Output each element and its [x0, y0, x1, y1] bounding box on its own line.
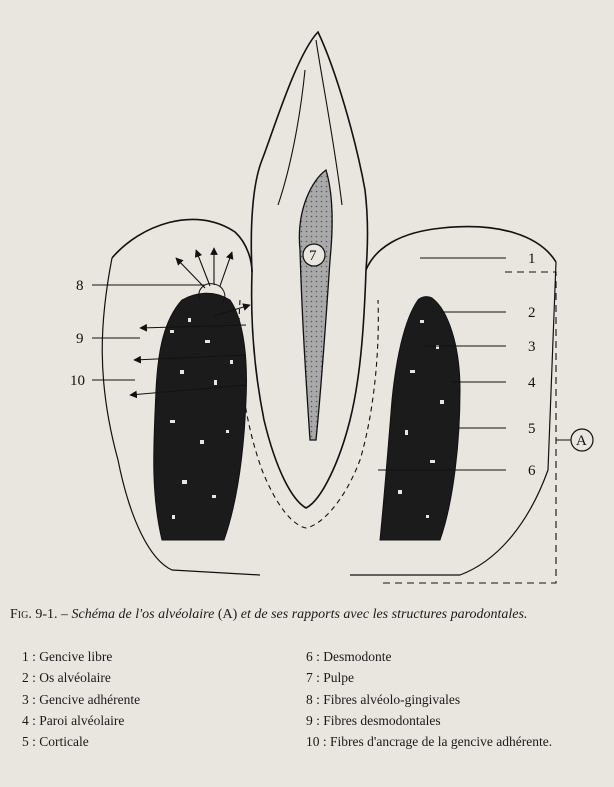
legend-number: 10 :	[306, 734, 327, 750]
legend-number: 4 :	[22, 712, 36, 728]
caption-text-after: et de ses rapports avec les structures parodontales.	[240, 607, 528, 622]
legend-label: Fibres desmodontales	[323, 712, 441, 728]
legend-number: 3 :	[22, 691, 36, 707]
callout-4: 4	[528, 375, 536, 391]
callout-1: 1	[528, 251, 536, 267]
legend-label: Gencive adhérente	[39, 691, 141, 707]
legend-number: 9 :	[306, 712, 320, 728]
legend-label: Fibres alvéolo-gingivales	[323, 691, 461, 707]
callout-6: 6	[528, 463, 536, 479]
caption-marker: (A)	[217, 607, 238, 622]
legend-item	[306, 646, 552, 667]
legend-column-right	[306, 646, 552, 752]
legend-item	[306, 731, 552, 752]
legend-number: 1 :	[22, 649, 36, 664]
region-a-label: A	[576, 433, 587, 449]
callout-3: 3	[528, 339, 536, 355]
legend-label: Desmodonte	[323, 649, 392, 664]
alveolar-bone-left	[154, 293, 247, 540]
figure-label: Fig. 9-1. –	[10, 607, 68, 622]
legend-item	[22, 731, 140, 752]
legend-item	[22, 710, 140, 731]
legend-item	[22, 667, 140, 688]
legend-number: 6 :	[306, 649, 320, 664]
callout-7: 7	[309, 248, 317, 264]
legend-item	[306, 710, 552, 731]
legend-label: Corticale	[39, 734, 89, 750]
legend-label: Os alvéolaire	[39, 670, 111, 686]
legend-number: 2 :	[22, 670, 36, 686]
callout-9: 9	[76, 331, 84, 347]
legend-item	[306, 667, 552, 688]
enamel-line-2	[278, 70, 305, 205]
callout-5: 5	[528, 421, 536, 437]
legend-item	[306, 689, 552, 710]
legend-number: 8 :	[306, 691, 320, 707]
legend-item	[22, 646, 140, 667]
legend-number: 7 :	[306, 670, 320, 686]
legend-number: 5 :	[22, 734, 36, 750]
gingiva-left-base	[102, 258, 118, 460]
callout-2: 2	[528, 305, 536, 321]
legend-item	[22, 689, 140, 710]
pulp-chamber	[299, 170, 332, 440]
alveolar-bone-right	[380, 297, 460, 540]
legend-label: Gencive libre	[39, 649, 113, 664]
legend-label: Paroi alvéolaire	[39, 712, 125, 728]
callout-8: 8	[76, 278, 84, 294]
figure-legend	[0, 646, 614, 776]
legend-label: Fibres d'ancrage de la gencive adhérente.	[330, 734, 553, 750]
legend-column-left	[22, 646, 140, 752]
callout-10: 10	[70, 373, 85, 389]
caption-text-before: Schéma de l'os alvéolaire	[71, 607, 215, 622]
legend-label: Pulpe	[323, 670, 355, 686]
figure-caption	[10, 606, 610, 624]
